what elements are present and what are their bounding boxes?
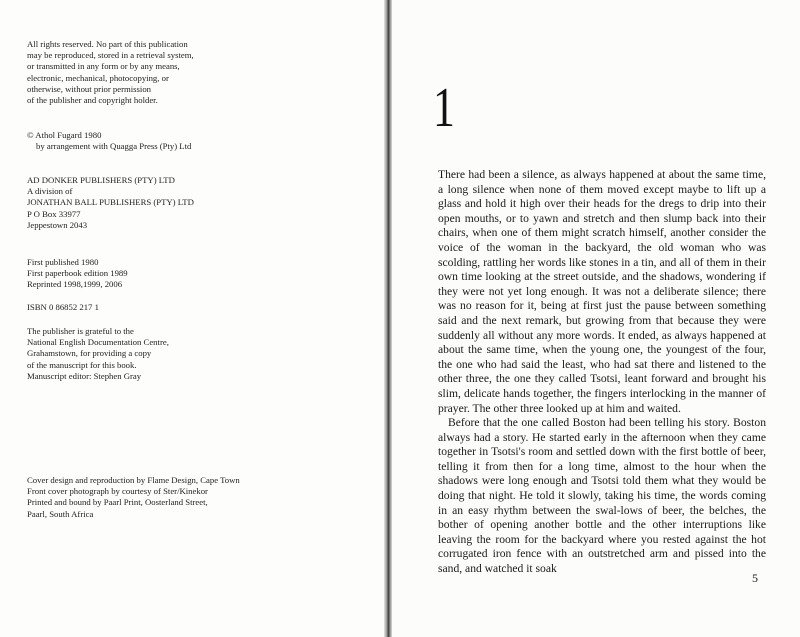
credit-line: Paarl, South Africa bbox=[27, 508, 94, 519]
copyright-page bbox=[0, 0, 384, 637]
publisher-line: A division of bbox=[27, 186, 73, 197]
chapter-body bbox=[438, 168, 766, 577]
copyright-line: of the publisher and copyright holder. bbox=[27, 95, 158, 106]
author-copyright bbox=[27, 130, 191, 152]
acknowledgement bbox=[27, 326, 169, 382]
acknowledgement-line: Grahamstown, for providing a copy bbox=[27, 348, 152, 359]
acknowledgement-line: of the manuscript for this book. bbox=[27, 359, 137, 370]
edition-line: Reprinted 1998,1999, 2006 bbox=[27, 279, 123, 290]
book-gutter bbox=[384, 0, 392, 637]
copyright-line: may be reproduced, stored in a retrieval system, bbox=[27, 50, 194, 61]
acknowledgement-line: Manuscript editor: Stephen Gray bbox=[27, 370, 142, 381]
copyright-line: electronic, mechanical, photocopying, or bbox=[27, 72, 169, 83]
chapter-number: 1 bbox=[433, 77, 455, 139]
arrangement-line: by arrangement with Quagga Press (Pty) Ltd bbox=[36, 141, 192, 152]
publisher-line: AD DONKER PUBLISHERS (PTY) LTD bbox=[27, 175, 175, 185]
author-copyright-line: © Athol Fugard 1980 bbox=[27, 130, 102, 140]
publisher-line: Jeppestown 2043 bbox=[27, 219, 88, 230]
publisher-line: P O Box 33977 bbox=[27, 208, 81, 219]
edition-line: First paperbook edition 1989 bbox=[27, 268, 128, 279]
credit-line: Front cover photograph by courtesy of Ster/Kinekor bbox=[27, 486, 208, 497]
production-credits bbox=[27, 475, 240, 520]
copyright-line: or transmitted in any form or by any means, bbox=[27, 61, 180, 72]
credit-line: Printed and bound by Paarl Print, Oosterland Street, bbox=[27, 497, 208, 508]
publisher-line: JONATHAN BALL PUBLISHERS (PTY) LTD bbox=[27, 197, 194, 208]
page-number: 5 bbox=[752, 571, 758, 585]
acknowledgement-line: The publisher is grateful to the bbox=[27, 326, 134, 336]
paragraph: There had been a silence, as always happened at about the same time, a long silence when none of them moved except maybe to lift up a glass and hold it high over their heads for the dregs to drip into their open mouths, or to yawn and stretch and then slump back into their chairs, when one of them might scratch himself, another consider the voice of the woman in the backyard, the old woman who was scolding, rattling her words like stones in a tin, and all of them in their own time looking at the street outside, and the shadows, wondering if they were not yet long enough. It was not a deliberate silence; there was no reason for it, being at first just the pause between something said and the next remark, but growing from that because they were suddenly all without any more words. It ended, as always happened at about the same time, when the young one, the youngest of the four, the one who had said the least, who had sat there and listened to the other three, the one they called Tsotsi, leant forward and brought his slim, delicate hands together, the fingers interlocking in the manner of prayer. The other three looked up at him and waited. bbox=[438, 168, 766, 415]
edition-line: First published 1980 bbox=[27, 257, 99, 267]
paragraph: Before that the one called Boston had been telling his story. Boston always had a story. He started early in the afternoon when they came together in Tsotsi's room and settled down with the first bottle of beer, telling it from then for a long time, almost to the hour when the shadows were long enough and Tsotsi told them what they would be doing that night. He told it slowly, taking his time, the words coming in an easy rhythm between the swal-lows of beer, the belches, the bother of opening another bottle and the other interruptions like leaving the room for the backyard where you rested against the hot corrugated iron fence with an outstretched arm and pissed into the sand, and watched it soak bbox=[438, 416, 766, 576]
isbn-line: ISBN 0 86852 217 1 bbox=[27, 302, 99, 312]
acknowledgement-line: National English Documentation Centre, bbox=[27, 337, 169, 348]
publisher-address bbox=[27, 175, 194, 231]
credit-line: Cover design and reproduction by Flame Design, Cape Town bbox=[27, 475, 240, 485]
copyright-line: All rights reserved. No part of this publication bbox=[27, 39, 188, 49]
isbn bbox=[27, 302, 99, 313]
copyright-notice bbox=[27, 39, 194, 106]
copyright-line: otherwise, without prior permission bbox=[27, 83, 152, 94]
edition-history bbox=[27, 257, 128, 291]
